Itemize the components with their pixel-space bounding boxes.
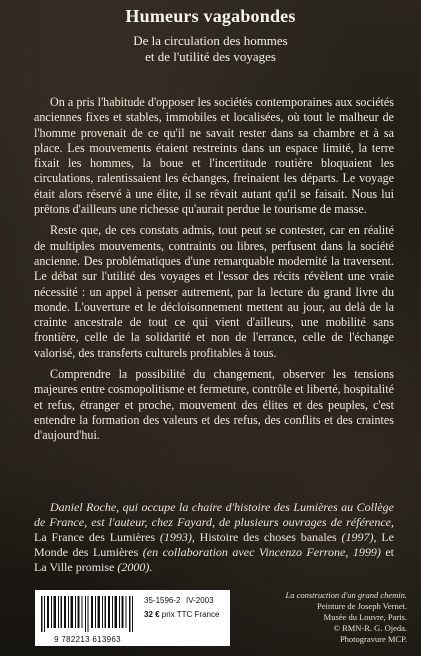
barcode-bars-icon bbox=[41, 596, 134, 632]
price-amount: 32 € bbox=[144, 610, 160, 619]
credit-line-4: © RMN-R. G. Ojeda. bbox=[333, 623, 407, 633]
credit-line-5: Photogravure MCP. bbox=[339, 634, 407, 644]
bio-intro: Daniel Roche, qui occupe la chaire d'histoire des Lumières au Collège de France, est l'auteur, chez Fayard, de plusieurs ouvrages de référence, bbox=[34, 500, 394, 529]
bio-book-4: La Ville promise bbox=[34, 560, 115, 574]
price bbox=[144, 610, 219, 619]
book-title: Humeurs vagabondes bbox=[125, 6, 296, 26]
credit-line-3: Musée du Louvre, Paris. bbox=[323, 612, 407, 622]
blurb-paragraph-3: Comprendre la possibilité du changement, observer les tensions majeures entre cosmopolitisme et fermeture, contrôle et liberté, hospitalité et refus, étranger et proche, mouvement des élites et des peuples, c'est entendre la formation des valeurs et des refus, des conflits et des craintes d'aujourd'hui. bbox=[34, 367, 394, 443]
author-bio bbox=[34, 500, 394, 575]
bio-and: et bbox=[385, 545, 394, 559]
edition-date: IV-2003 bbox=[186, 596, 214, 605]
bio-year-2: (1997), bbox=[336, 530, 382, 544]
barcode bbox=[35, 590, 140, 646]
blurb-text bbox=[34, 95, 394, 444]
bio-book-3: Le Monde des Lumières bbox=[34, 530, 394, 559]
bio-book-1: La France des Lumières bbox=[34, 530, 156, 544]
barcode-number: 9 782213 613963 bbox=[54, 635, 121, 644]
image-credits bbox=[237, 590, 407, 645]
product-code: 35-1596-2 bbox=[144, 596, 181, 605]
bio-collab: (en collaboration avec Vincenzo Ferrone, 1999) bbox=[138, 545, 386, 559]
price-label: prix TTC France bbox=[159, 610, 220, 619]
price-box bbox=[140, 590, 230, 646]
book-subtitle-line-1: De la circulation des hommes bbox=[133, 33, 288, 48]
bio-year-4: (2000). bbox=[114, 560, 153, 574]
blurb-paragraph-2: Reste que, de ces constats admis, tout peut se contester, car en réalité de multiples mouvements, contraints ou libres, perfusent dans la société ancienne. Des problématiques d'une remarquable modernité la traversent. Le débat sur l'utilité des voyages et l'essor des récits révèlent une vraie nécessité : un appel à penser autrement, par la lecture du grand livre du monde. L'ouverture et le décloisonnement mettent au jour, au delà de la crainte ancestrale de tout ce qui vient d'ailleurs, une mobilité sans frontière, celle de la solidarité et non de l'errance, celle de l'échange valorisé, des transferts culturels profitables à tous. bbox=[34, 223, 394, 360]
credit-line-2: Peinture de Joseph Vernet. bbox=[316, 601, 407, 611]
bio-book-2: Histoire des choses banales bbox=[199, 530, 337, 544]
bio-year-1: (1993), bbox=[155, 530, 200, 544]
book-subtitle-line-2: et de l'utilité des voyages bbox=[145, 49, 276, 64]
blurb-paragraph-1: On a pris l'habitude d'opposer les sociétés contemporaines aux sociétés anciennes fixes et stables, immobiles et localisées, où tout le malheur de l'homme provenait de ce qu'il ne savait rester dans sa chambre et à sa place. Les mouvements étaient restreints dans un espace limité, la terre fixait les hommes, la boue et l'incertitude routière bloquaient les circulations, ralentissaient les échanges, freinaient les départs. Le voyage était alors réservé à une élite, il se rêvait autant qu'il se faisait. Nous lui prêtons d'ailleurs une richesse qu'aurait perdue le tourisme de masse. bbox=[34, 95, 394, 217]
credit-line-1: La construction d'un grand chemin. bbox=[285, 590, 407, 600]
